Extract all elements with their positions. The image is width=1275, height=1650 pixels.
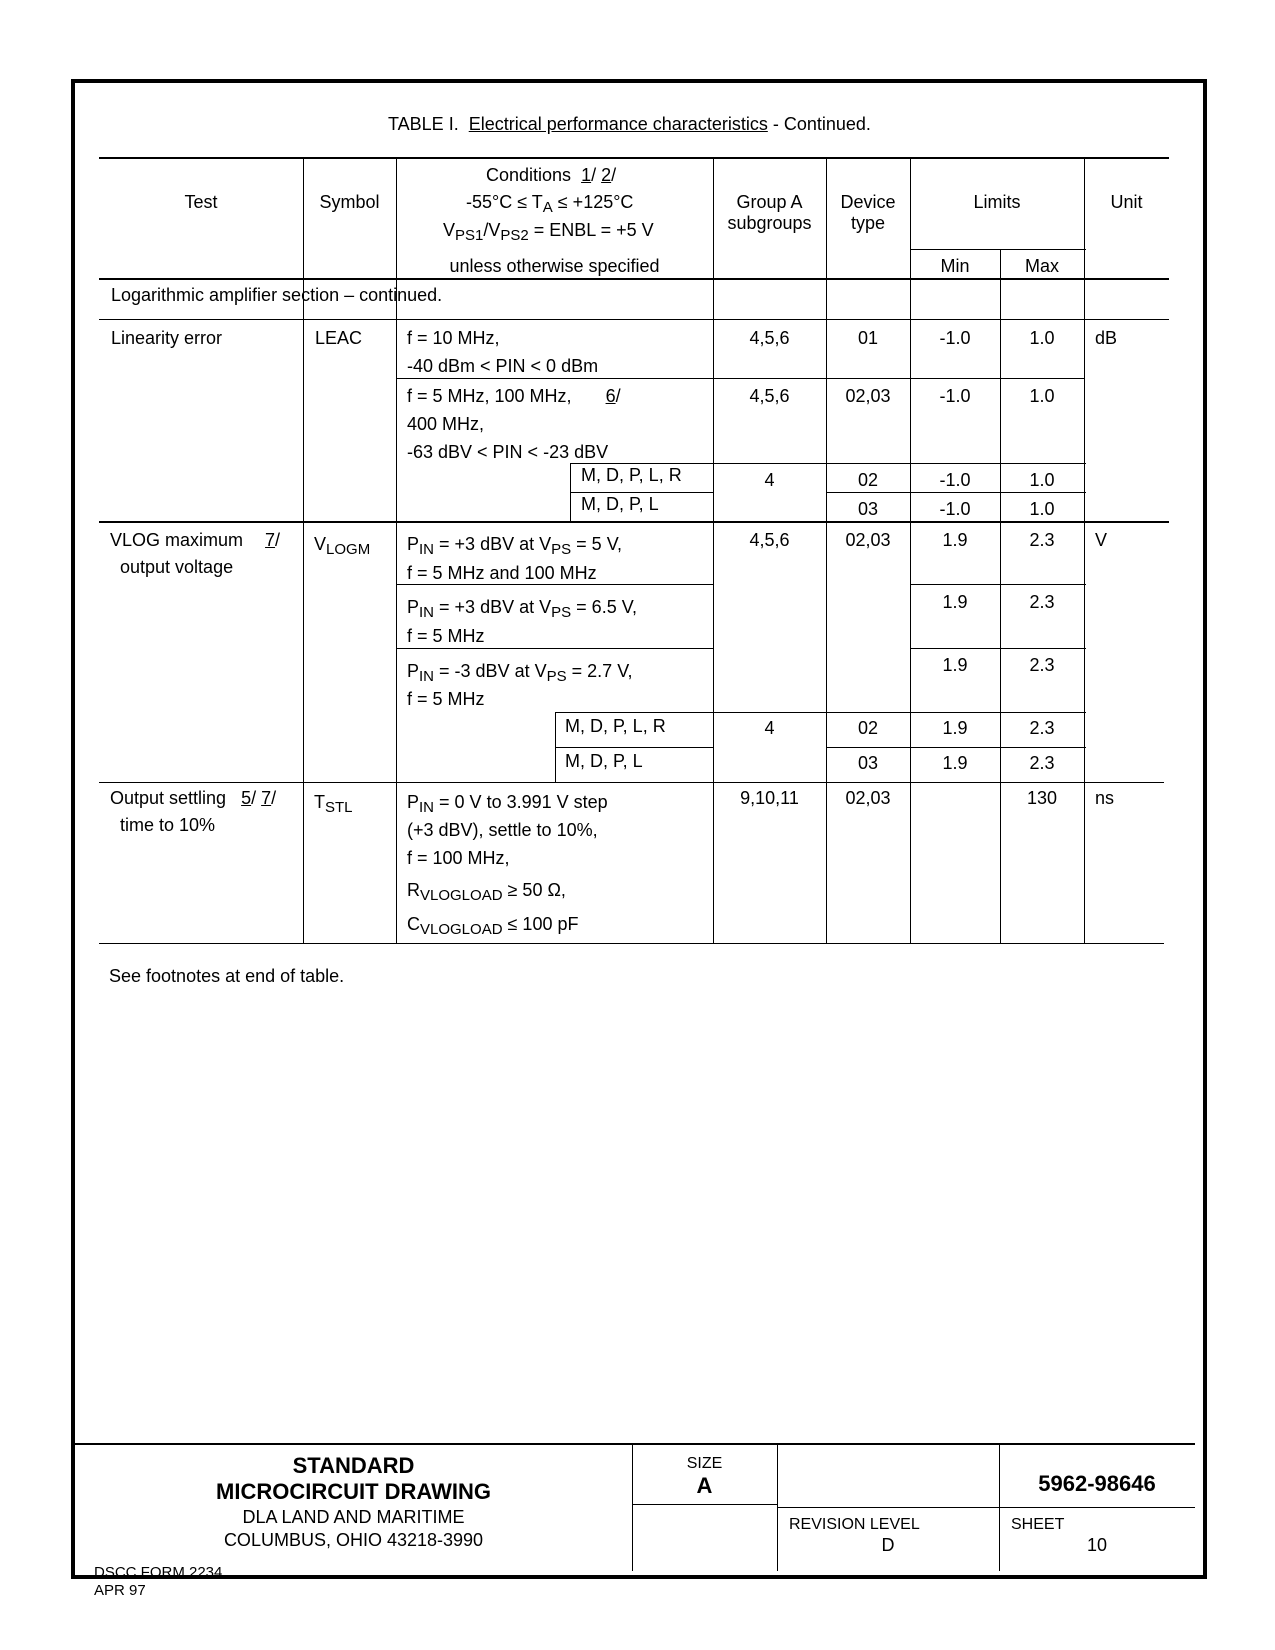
vlog-test-2: output voltage: [120, 557, 234, 577]
org-line-2: COLUMBUS, OHIO 43218-3990: [223, 1530, 484, 1550]
lin-package-4: M, D, P, L: [581, 494, 659, 514]
settle-cond-5: $C_{VLOGLOAD} \le 100$ pF: [407, 914, 579, 938]
settle-test-2: time to 10%: [120, 815, 216, 835]
lin-cond-1a: f = 10 MHz,: [407, 328, 500, 348]
header-group-a: Group A: [736, 192, 803, 212]
header-temperature: $-55^\circ C \le T_A \le +125^\circ C$: [466, 192, 634, 216]
header-symbol: Symbol: [319, 192, 380, 212]
revision-value: D: [881, 1535, 895, 1555]
lin-max-2: 1.0: [1029, 386, 1055, 406]
header-test: Test: [184, 192, 218, 212]
lin-device-2: 02,03: [845, 386, 891, 406]
header-unit: Unit: [1110, 192, 1143, 212]
section-label: Logarithmic amplifier section – continued.: [111, 285, 443, 305]
lin-group-3: 4: [764, 470, 775, 490]
size-value: A: [696, 1473, 713, 1498]
vlog-symbol: $V_{LOGM}$: [314, 534, 371, 558]
lin-group-1: 4,5,6: [749, 328, 790, 348]
header-subgroups: subgroups: [727, 213, 812, 233]
lin-group-2: 4,5,6: [749, 386, 790, 406]
lin-package-3: M, D, P, L, R: [581, 465, 682, 485]
lin-max-4: 1.0: [1029, 499, 1055, 519]
settle-cond-1: $P_{IN} = 0$ V to 3.991 V step: [407, 792, 608, 816]
vlog-min-3: 1.9: [942, 655, 968, 675]
vlog-package-4: M, D, P, L, R: [565, 716, 666, 736]
sheet-value: 10: [1087, 1535, 1108, 1555]
vlog-max-5: 2.3: [1029, 753, 1055, 773]
vlog-max-4: 2.3: [1029, 718, 1055, 738]
vlog-device-4: 02: [857, 718, 879, 738]
size-label: SIZE: [686, 1455, 723, 1472]
vlog-package-5: M, D, P, L: [565, 751, 643, 771]
header-type: type: [850, 213, 886, 233]
vlog-min-4: 1.9: [942, 718, 968, 738]
vlog-group-1: 4,5,6: [749, 530, 790, 550]
lin-cond-2c: -63 dBV < PIN < -23 dBV: [407, 442, 609, 462]
header-unless: unless otherwise specified: [449, 256, 660, 276]
vlog-cond-2a: $P_{IN} = +3$ dBV at $V_{PS} = 6.5$ V,: [407, 597, 638, 621]
form-number: DSCC FORM 2234: [94, 1564, 223, 1581]
settle-device: 02,03: [845, 788, 891, 808]
settle-symbol: $T_{STL}$: [314, 792, 353, 816]
header-conditions: Conditions 1/ 2/: [486, 165, 617, 185]
vlog-cond-3a: $P_{IN} = -3$ dBV at $V_{PS} = 2.7$ V,: [407, 661, 633, 685]
form-date: APR 97: [94, 1582, 146, 1599]
drawing-number: 5962-98646: [1038, 1471, 1156, 1496]
header-device: Device: [840, 192, 896, 212]
table-top-rule: [99, 157, 1169, 159]
header-supply: $V_{PS1}/V_{PS2}$ = ENBL = +5 V: [443, 220, 654, 244]
vlog-max-1: 2.3: [1029, 530, 1055, 550]
lin-min-4: -1.0: [939, 499, 971, 519]
std-title-2: MICROCIRCUIT DRAWING: [216, 1479, 491, 1504]
header-min: Min: [940, 256, 970, 276]
table-title: TABLE I. Electrical performance characteristics - Continued.: [388, 114, 871, 134]
settle-max: 130: [1026, 788, 1058, 808]
lin-max-1: 1.0: [1029, 328, 1055, 348]
lin-min-1: -1.0: [939, 328, 971, 348]
lin-cond-1b: -40 dBm < PIN < 0 dBm: [407, 356, 599, 376]
header-limits: Limits: [973, 192, 1021, 212]
vlog-device-1: 02,03: [845, 530, 891, 550]
lin-device-4: 03: [857, 499, 879, 519]
sheet-label: SHEET: [1011, 1516, 1065, 1533]
vlog-cond-2b: f = 5 MHz: [407, 626, 485, 646]
settle-test-1: Output settling 5/ 7/: [110, 788, 277, 808]
vlog-cond-1a: $P_{IN} = +3$ dBV at $V_{PS} = 5$ V,: [407, 534, 623, 558]
org-line-1: DLA LAND AND MARITIME: [242, 1507, 465, 1527]
vlog-cond-1b: f = 5 MHz and 100 MHz: [407, 563, 597, 583]
settle-cond-2: (+3 dBV), settle to 10%,: [407, 820, 598, 840]
vlog-max-3: 2.3: [1029, 655, 1055, 675]
lin-cond-2b: 400 MHz,: [407, 414, 485, 434]
lin-unit: dB: [1095, 328, 1118, 348]
header-max: Max: [1024, 256, 1059, 276]
title-block-rule: [75, 1443, 1195, 1445]
vlog-min-2: 1.9: [942, 592, 968, 612]
lin-max-3: 1.0: [1029, 470, 1055, 490]
vlog-min-5: 1.9: [942, 753, 968, 773]
vlog-device-5: 03: [857, 753, 879, 773]
lin-cond-2a: f = 5 MHz, 100 MHz, 6/: [407, 386, 621, 406]
header-bottom-rule: [99, 278, 1169, 280]
std-title-1: STANDARD: [292, 1453, 415, 1478]
lin-min-2: -1.0: [939, 386, 971, 406]
lin-device-1: 01: [857, 328, 879, 348]
lin-device-3: 02: [857, 470, 879, 490]
lin-min-3: -1.0: [939, 470, 971, 490]
vlog-unit: V: [1095, 530, 1108, 550]
lin-test: Linearity error: [111, 328, 223, 348]
vlog-test-1: VLOG maximum 7/: [110, 530, 281, 550]
revision-label: REVISION LEVEL: [789, 1516, 920, 1533]
footnote-note: See footnotes at end of table.: [109, 966, 345, 986]
vlog-cond-3b: f = 5 MHz: [407, 689, 485, 709]
settle-group: 9,10,11: [740, 788, 799, 808]
lin-symbol: LEAC: [315, 328, 363, 348]
settle-cond-3: f = 100 MHz,: [407, 848, 510, 868]
vlog-min-1: 1.9: [942, 530, 968, 550]
settle-unit: ns: [1095, 788, 1115, 808]
vlog-group-4: 4: [764, 718, 775, 738]
vlog-max-2: 2.3: [1029, 592, 1055, 612]
settle-cond-4: $R_{VLOGLOAD} \ge 50$ Ω,: [407, 880, 566, 904]
